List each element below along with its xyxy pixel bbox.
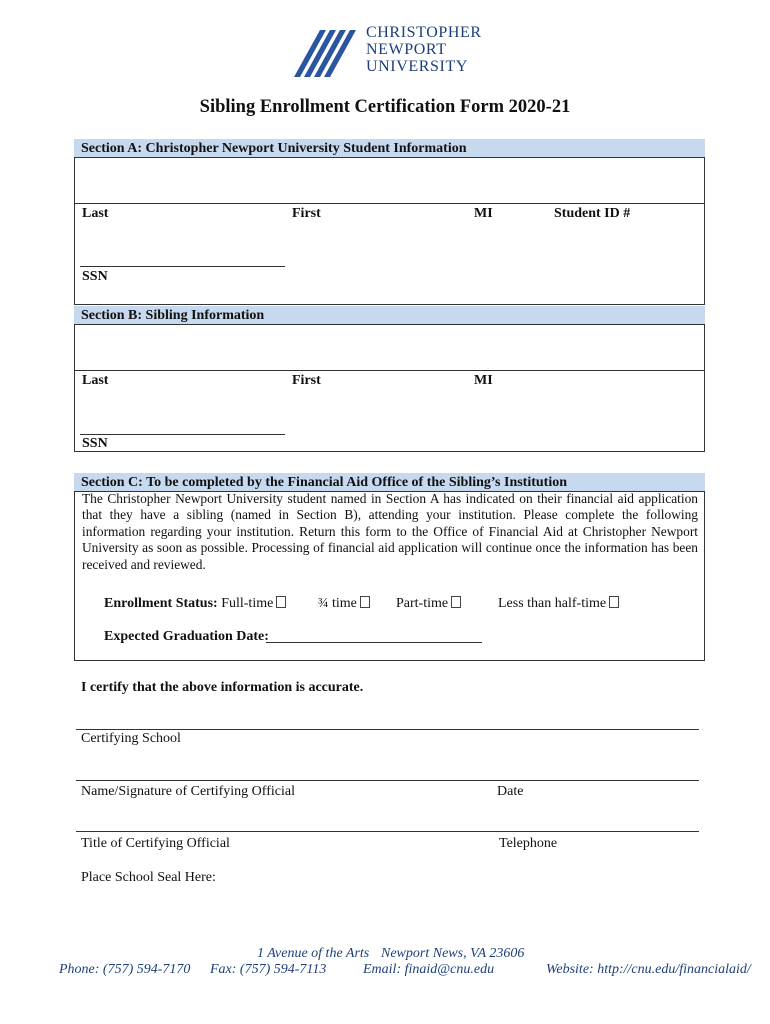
section-b-mi-label: MI	[474, 373, 493, 388]
three-quarter-checkbox[interactable]	[360, 596, 370, 608]
logo-mark-icon	[292, 24, 362, 80]
date-label: Date	[497, 784, 524, 799]
option-part-time-label: Part-time	[396, 596, 449, 611]
logo-line-2: NEWPORT	[366, 41, 447, 58]
graduation-date-label: Expected Graduation Date:	[104, 629, 269, 644]
official-signature-label: Name/Signature of Certifying Official	[81, 784, 295, 799]
section-a-box	[74, 157, 705, 305]
university-logo	[292, 24, 482, 80]
section-b-name-line	[74, 370, 705, 371]
section-a-heading: Section A: Christopher Newport University Student Information	[74, 139, 705, 158]
graduation-date-row	[104, 629, 269, 645]
option-less-than-half-label: Less than half-time	[498, 596, 607, 611]
section-a-mi-label: MI	[474, 206, 493, 221]
enrollment-status-label: Enrollment Status:	[104, 596, 218, 611]
section-b-last-label: Last	[82, 373, 109, 388]
full-time-checkbox[interactable]	[276, 596, 286, 608]
logo-line-3: UNIVERSITY	[366, 58, 468, 75]
section-c-heading: Section C: To be completed by the Financial Aid Office of the Sibling’s Institution	[74, 473, 705, 492]
option-full-time-label: Full-time	[221, 596, 274, 611]
section-a-ssn-line[interactable]	[80, 266, 285, 267]
section-b-ssn-line[interactable]	[80, 434, 285, 435]
certifying-school-label: Certifying School	[81, 731, 181, 746]
section-a-ssn-label: SSN	[82, 269, 108, 284]
title-line[interactable]	[76, 831, 699, 832]
enrollment-status-row	[104, 596, 286, 612]
section-b-heading: Section B: Sibling Information	[74, 306, 705, 325]
less-than-half-checkbox[interactable]	[609, 596, 619, 608]
certifying-school-line[interactable]	[76, 729, 699, 730]
option-three-quarter-label: ¾ time	[318, 596, 357, 611]
section-b-ssn-label: SSN	[82, 436, 108, 451]
school-seal-label: Place School Seal Here:	[81, 870, 216, 885]
section-b-first-label: First	[292, 373, 321, 388]
footer-phone: Phone: (757) 594-7170	[59, 962, 191, 977]
form-title: Sibling Enrollment Certification Form 2020-21	[199, 97, 571, 117]
section-a-last-label: Last	[82, 206, 109, 221]
section-a-first-label: First	[292, 206, 321, 221]
graduation-date-field[interactable]	[266, 642, 482, 643]
section-a-name-line	[74, 203, 705, 204]
logo-line-1: CHRISTOPHER	[366, 24, 482, 41]
logo-wordmark	[366, 24, 482, 75]
footer-address-street: 1 Avenue of the Arts	[257, 946, 370, 961]
section-c-paragraph: The Christopher Newport University student named in Section A has indicated on their financial aid application that they have a sibling (named in Section B), attending your institution. Please complete the following information regarding your institution. Return this form to the Office of Financial Aid at Christopher Newport University as soon as possible. Processing of financial aid application will continue once the information has been received and reviewed.	[82, 491, 698, 572]
footer-website[interactable]: Website: http://cnu.edu/financialaid/	[546, 962, 751, 977]
footer-address-city: Newport News, VA 23606	[381, 946, 525, 961]
certify-statement: I certify that the above information is accurate.	[81, 680, 364, 695]
option-less-than-half	[498, 596, 619, 612]
part-time-checkbox[interactable]	[451, 596, 461, 608]
footer-fax: Fax: (757) 594-7113	[210, 962, 327, 977]
signature-line[interactable]	[76, 780, 699, 781]
official-title-label: Title of Certifying Official	[81, 836, 230, 851]
option-part-time	[396, 596, 461, 612]
section-b-box	[74, 324, 705, 452]
footer-email[interactable]: Email: finaid@cnu.edu	[363, 962, 495, 977]
telephone-label: Telephone	[499, 836, 558, 851]
option-three-quarter	[318, 596, 370, 612]
section-a-student-id-label: Student ID #	[554, 206, 631, 221]
